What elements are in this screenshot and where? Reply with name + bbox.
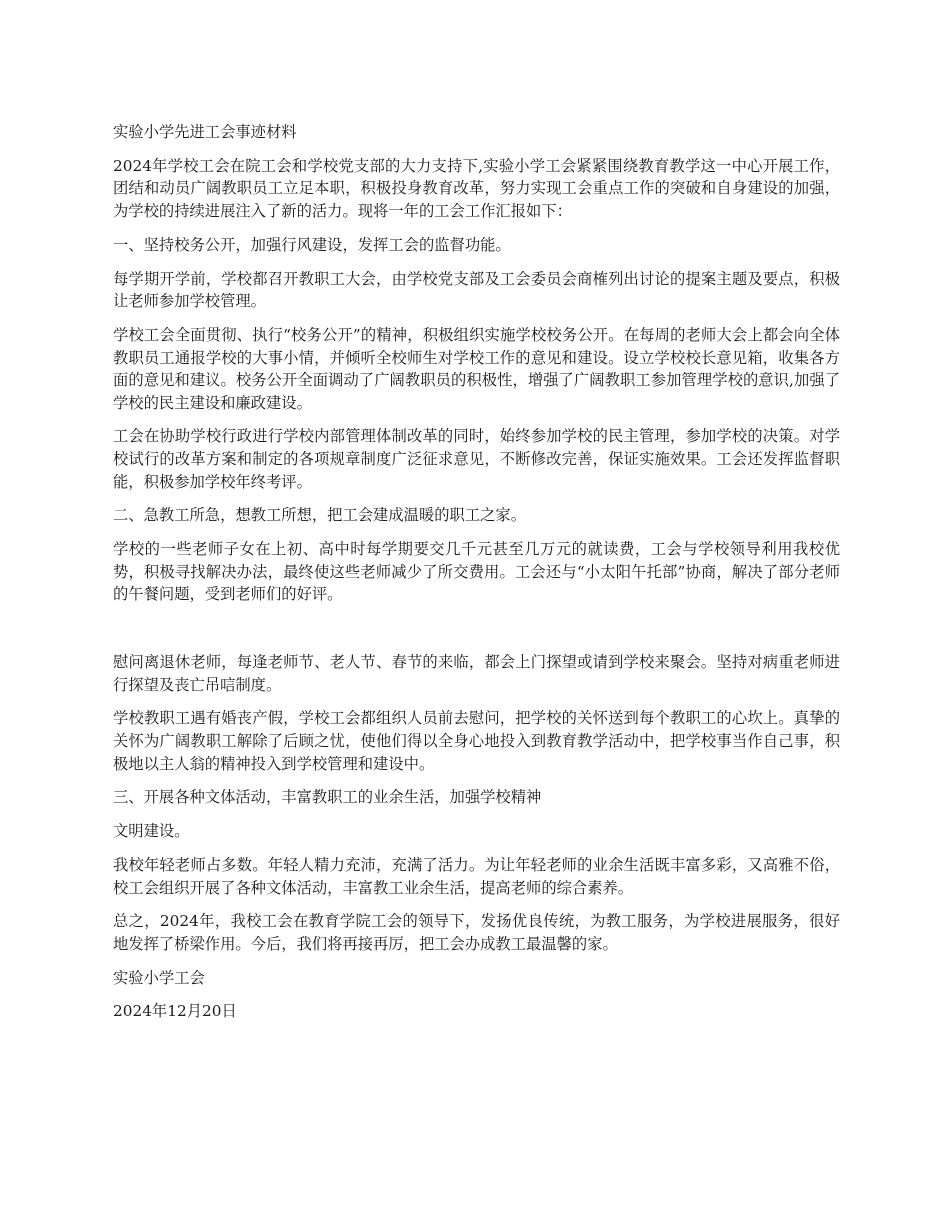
date: 2024年12月20日 [113, 1002, 237, 1021]
section-heading-2: 二、急教工所急，想教工所想，把工会建成温暖的职工之家。 [113, 506, 527, 525]
paragraph-conclusion: 总之，2024年，我校工会在教育学院工会的领导下，发扬优良传统，为教工服务，为学校进展服务，很好地发挥了桥梁作用。今后，我们将再接再厉，把工会办成教工最温馨的家。 [113, 912, 840, 953]
section-heading-3: 三、开展各种文体活动，丰富教职工的业余生活，加强学校精神 [113, 788, 542, 807]
paragraph: 工会在协助学校行政进行学校内部管理体制改革的同时，始终参加学校的民主管理，参加学校的决策。对学校试行的改革方案和制定的各项规章制度广泛征求意见，不断修改完善，保证实施效果。工会还发挥监督职能，积极参加学校年终考评。 [113, 427, 840, 491]
paragraph: 每学期开学前，学校都召开教职工大会，由学校党支部及工会委员会商榷列出讨论的提案主题及要点，积极让老师参加学校管理。 [113, 269, 840, 311]
document-title: 实验小学先进工会事迹材料 [113, 123, 297, 141]
signature: 实验小学工会 [113, 968, 205, 987]
paragraph: 我校年轻老师占多数。年轻人精力充沛，充满了活力。为让年轻老师的业余生活既丰富多彩，又高雅不俗，校工会组织开展了各种文体活动，丰富教工业余生活，提高老师的综合素养。 [113, 855, 840, 897]
section-heading-1: 一、坚持校务公开，加强行风建设，发挥工会的监督功能。 [113, 235, 511, 254]
document-body [113, 121, 840, 1034]
paragraph: 慰问离退休老师，每逢老师节、老人节、春节的来临，都会上门探望或请到学校来聚会。坚持对病重老师进行探望及丧亡吊唁制度。 [113, 653, 840, 694]
paragraph: 学校工会全面贯彻、执行“校务公开”的精神，积极组织实施学校校务公开。在每周的老师大会上都会向全体教职员工通报学校的大事小情，并倾听全校师生对学校工作的意见和建设。设立学校校长意见箱，收集各方面的意见和建议。校务公开全面调动了广阔教职员的积极性，增强了广阔教职工参加管理学校的意识,加强了学校的民主建设和廉政建设。 [113, 325, 840, 412]
paragraph: 学校教职工遇有婚丧产假，学校工会都组织人员前去慰问，把学校的关怀送到每个教职工的心坎上。真挚的关怀为广阔教职工解除了后顾之忧，使他们得以全身心地投入到教育教学活动中，把学校事当作自己事，积极地以主人翁的精神投入到学校管理和建设中。 [113, 709, 840, 773]
section-heading-3-continued: 文明建设。 [113, 822, 190, 841]
paragraph-intro: 2024年学校工会在院工会和学校党支部的大力支持下,实验小学工会紧紧围绕教育教学这一中心开展工作，团结和动员广阔教职员工立足本职，积极投身教育改革，努力实现工会重点工作的突破和自身建设的加强，为学校的持续进展注入了新的活力。现将一年的工会工作汇报如下： [113, 156, 840, 220]
paragraph: 学校的一些老师子女在上初、高中时每学期要交几千元甚至几万元的就读费，工会与学校领导利用我校优势，积极寻找解决办法，最终使这些老师减少了所交费用。工会还与“小太阳午托部”协商，解决了部分老师的午餐问题，受到老师们的好评。 [113, 540, 840, 604]
